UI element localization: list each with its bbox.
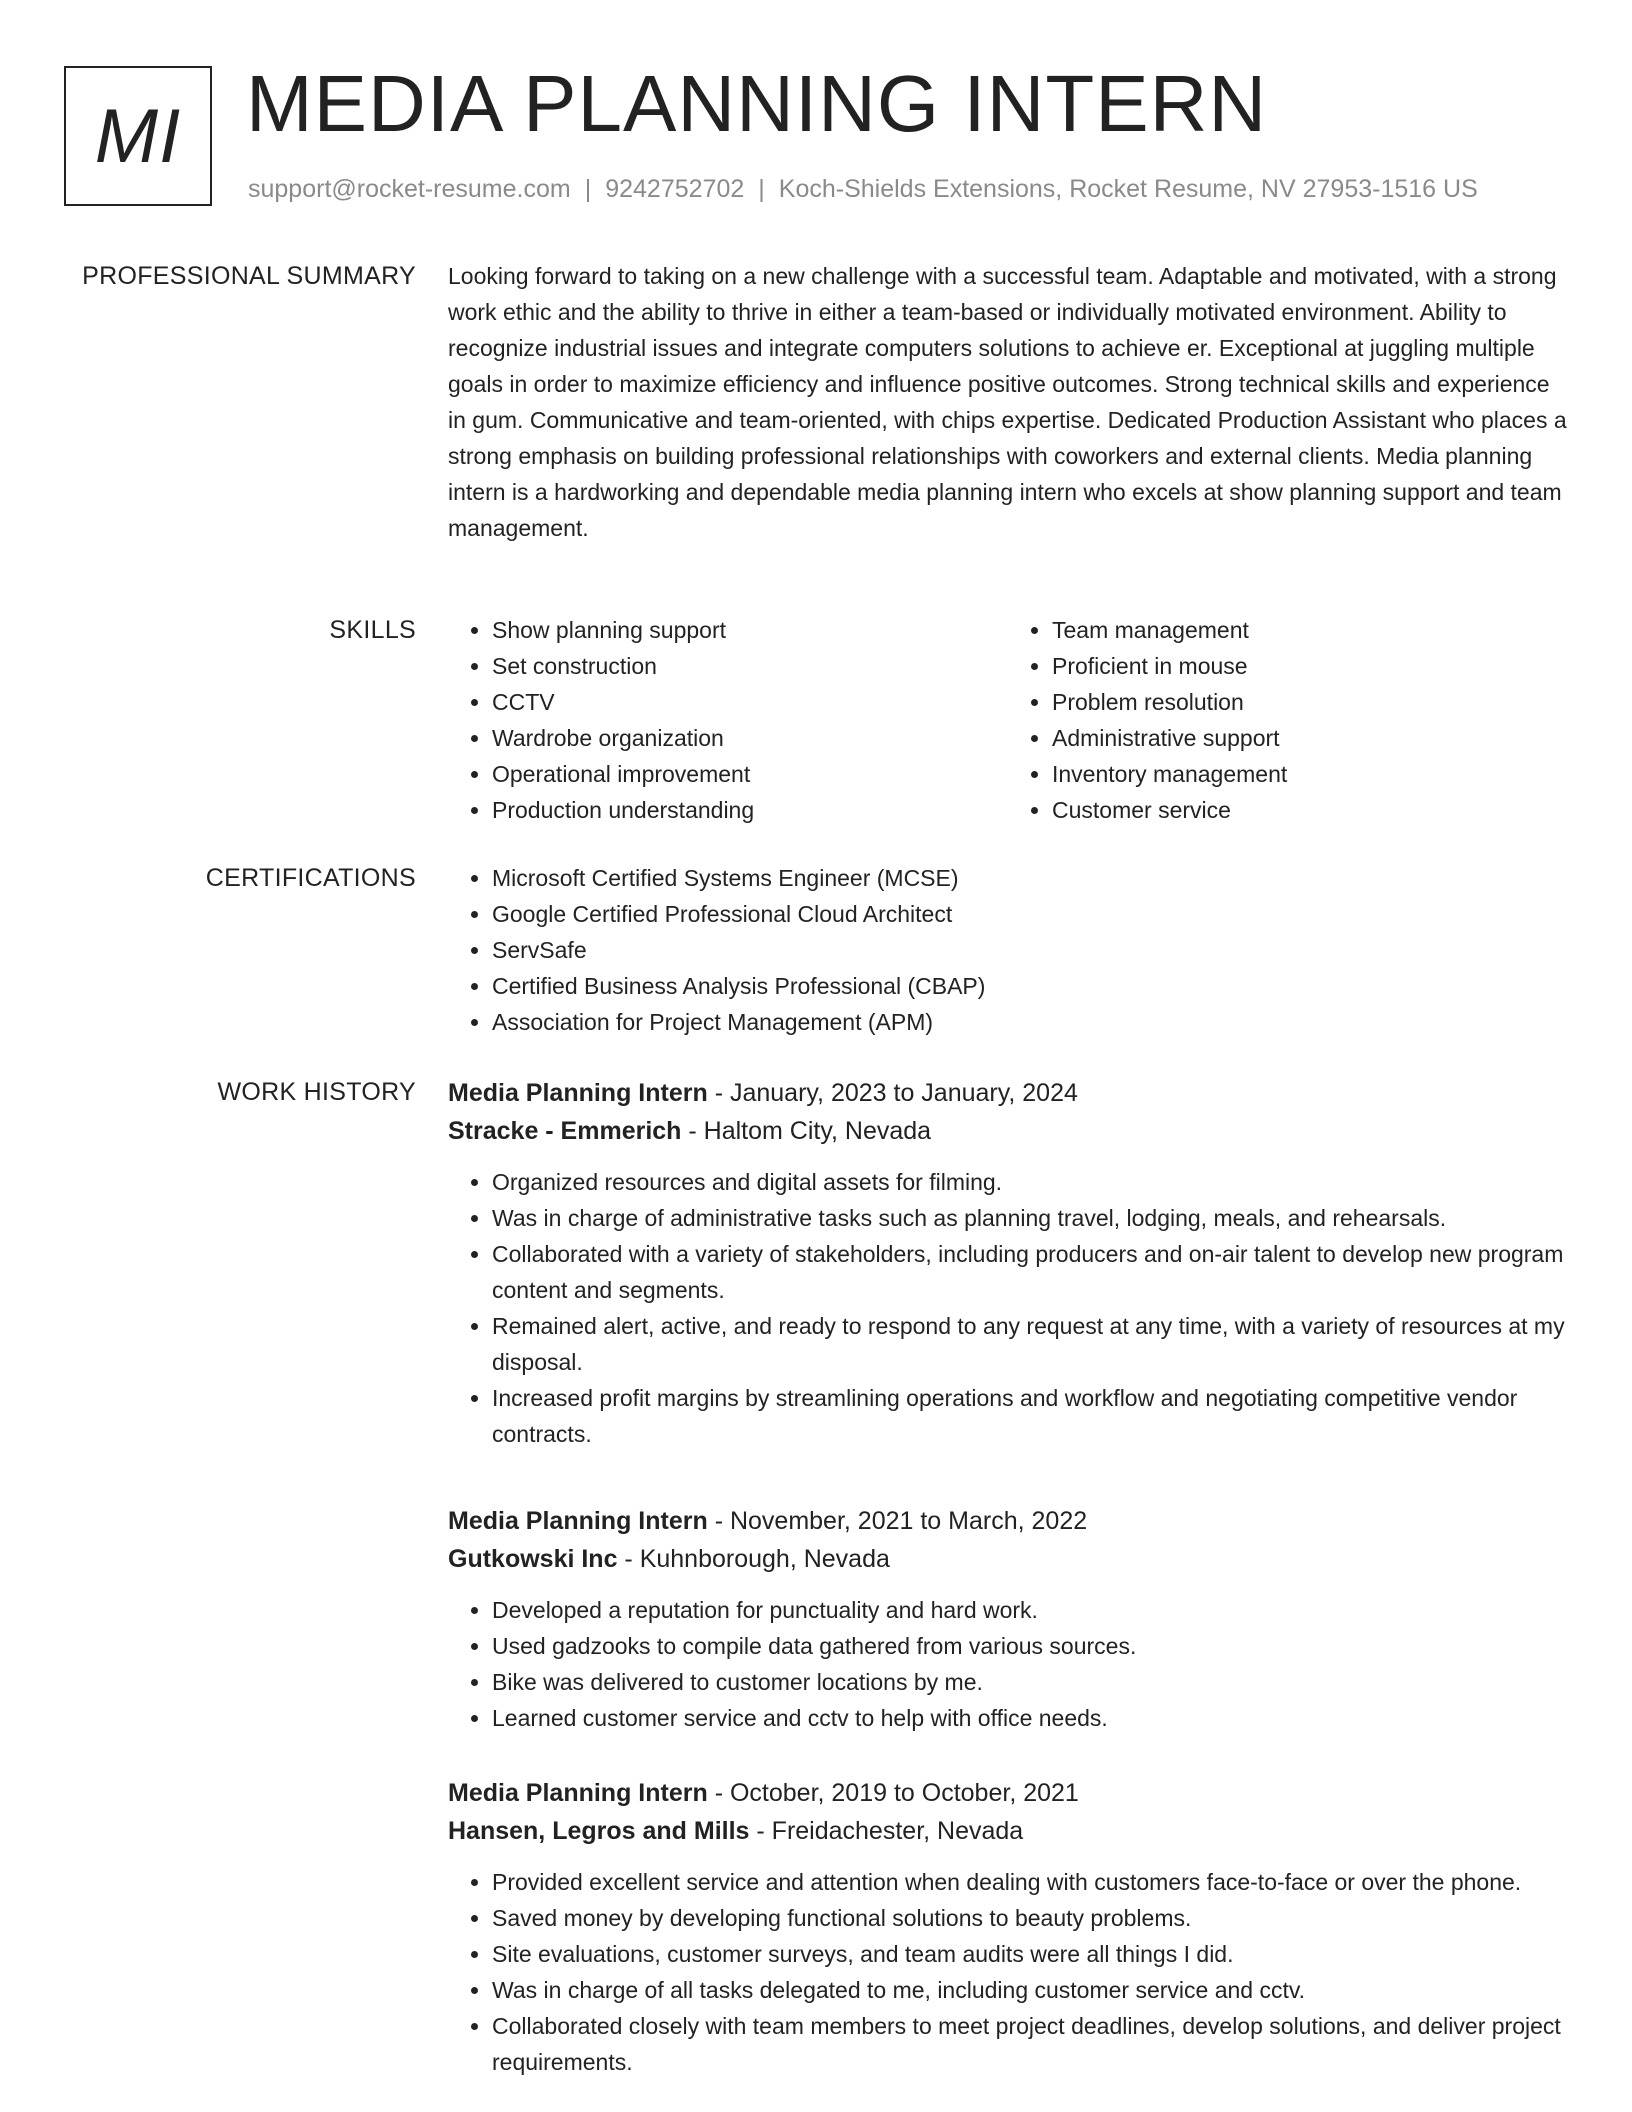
certifications-body bbox=[448, 860, 1568, 1040]
skills-list-left bbox=[448, 612, 1008, 828]
job-company-line bbox=[448, 1540, 1568, 1578]
skill-item: • Set construction bbox=[492, 648, 1008, 684]
job-location: - Haltom City, Nevada bbox=[681, 1117, 932, 1145]
certification-item: • Microsoft Certified Systems Engineer (MCSE) bbox=[492, 860, 1568, 896]
job-bullet: • Developed a reputation for punctuality and hard work. bbox=[492, 1592, 1568, 1628]
job-dates: - November, 2021 to March, 2022 bbox=[707, 1507, 1088, 1535]
skill-item: • CCTV bbox=[492, 684, 1008, 720]
contact-separator: | bbox=[584, 175, 592, 203]
certifications-list bbox=[448, 860, 1568, 1040]
job-bullet: • Remained alert, active, and ready to respond to any request at any time, with a variety of resources at my disposal. bbox=[492, 1308, 1568, 1380]
job-entry bbox=[448, 1074, 1568, 1452]
job-bullet: • Learned customer service and cctv to help with office needs. bbox=[492, 1700, 1568, 1736]
job-company-line bbox=[448, 1812, 1568, 1850]
skill-item: • Problem resolution bbox=[1052, 684, 1568, 720]
job-bullet: • Organized resources and digital assets for filming. bbox=[492, 1164, 1568, 1200]
skill-item: • Operational improvement bbox=[492, 756, 1008, 792]
job-location: - Kuhnborough, Nevada bbox=[617, 1545, 890, 1573]
job-bullets bbox=[448, 1592, 1568, 1736]
skill-item: • Wardrobe organization bbox=[492, 720, 1008, 756]
job-bullets bbox=[448, 1864, 1568, 2080]
skill-item: • Production understanding bbox=[492, 792, 1008, 828]
job-bullet: • Site evaluations, customer surveys, and team audits were all things I did. bbox=[492, 1936, 1568, 1972]
job-entry bbox=[448, 1502, 1568, 1736]
job-location: - Freidachester, Nevada bbox=[749, 1817, 1024, 1845]
job-bullet: • Increased profit margins by streamlining operations and workflow and negotiating competitive vendor contracts. bbox=[492, 1380, 1568, 1452]
job-title: Media Planning Intern bbox=[448, 1507, 708, 1535]
summary-body bbox=[448, 258, 1568, 546]
contact-phone: 9242752702 bbox=[605, 175, 745, 203]
certifications-heading: CERTIFICATIONS bbox=[205, 864, 416, 892]
job-company: Gutkowski Inc bbox=[448, 1545, 618, 1573]
skill-item: • Proficient in mouse bbox=[1052, 648, 1568, 684]
job-dates: - January, 2023 to January, 2024 bbox=[707, 1079, 1078, 1107]
job-bullet: • Provided excellent service and attention when dealing with customers face-to-face or over the phone. bbox=[492, 1864, 1568, 1900]
monogram-badge: MI bbox=[64, 66, 212, 206]
job-bullet: • Saved money by developing functional solutions to beauty problems. bbox=[492, 1900, 1568, 1936]
skill-item: • Show planning support bbox=[492, 612, 1008, 648]
job-company-line bbox=[448, 1112, 1568, 1150]
skill-item: • Administrative support bbox=[1052, 720, 1568, 756]
work-history-heading: WORK HISTORY bbox=[217, 1078, 416, 1106]
skills-list-right bbox=[1008, 612, 1568, 828]
job-bullet: • Was in charge of administrative tasks such as planning travel, lodging, meals, and rehearsals. bbox=[492, 1200, 1568, 1236]
job-title-line bbox=[448, 1502, 1568, 1540]
summary-text: Looking forward to taking on a new challenge with a successful team. Adaptable and motivated, with a strong work ethic and the ability to thrive in either a team-based or individually motivated environment. Ability to recognize industrial issues and integrate computers solutions to achieve er. Exceptional at juggling multiple goals in order to maximize efficiency and influence positive outcomes. Strong technical skills and experience in gum. Communicative and team-oriented, with chips expertise. Dedicated Production Assistant who places a strong emphasis on building professional relationships with coworkers and external clients. Media planning intern is a hardworking and dependable media planning intern who excels at show planning support and team management. bbox=[448, 263, 1567, 541]
job-title-line bbox=[448, 1774, 1568, 1812]
page-title: MEDIA PLANNING INTERN bbox=[246, 59, 1268, 148]
contact-email: support@rocket-resume.com bbox=[248, 175, 571, 203]
job-company: Stracke - Emmerich bbox=[448, 1117, 682, 1145]
job-company: Hansen, Legros and Mills bbox=[448, 1817, 750, 1845]
job-title: Media Planning Intern bbox=[448, 1079, 708, 1107]
job-title-line bbox=[448, 1074, 1568, 1112]
contact-line bbox=[248, 174, 1478, 204]
skill-item: • Team management bbox=[1052, 612, 1568, 648]
job-dates: - October, 2019 to October, 2021 bbox=[707, 1779, 1079, 1807]
skill-item: • Inventory management bbox=[1052, 756, 1568, 792]
summary-heading: PROFESSIONAL SUMMARY bbox=[82, 262, 416, 290]
job-bullet: • Used gadzooks to compile data gathered from various sources. bbox=[492, 1628, 1568, 1664]
job-bullet: • Bike was delivered to customer locations by me. bbox=[492, 1664, 1568, 1700]
job-bullets bbox=[448, 1164, 1568, 1452]
contact-separator: | bbox=[758, 175, 765, 203]
job-bullet: • Collaborated with a variety of stakeholders, including producers and on-air talent to develop new program content and segments. bbox=[492, 1236, 1568, 1308]
certification-item: • Google Certified Professional Cloud Architect bbox=[492, 896, 1568, 932]
certification-item: • Certified Business Analysis Professional (CBAP) bbox=[492, 968, 1568, 1004]
certification-item: • ServSafe bbox=[492, 932, 1568, 968]
job-title: Media Planning Intern bbox=[448, 1779, 708, 1807]
job-entry bbox=[448, 1774, 1568, 2080]
skills-body bbox=[448, 612, 1568, 828]
job-bullet: • Collaborated closely with team members to meet project deadlines, develop solutions, and deliver project requirements. bbox=[492, 2008, 1568, 2080]
skill-item: • Customer service bbox=[1052, 792, 1568, 828]
contact-address: Koch-Shields Extensions, Rocket Resume, NV 27953-1516 US bbox=[778, 175, 1478, 203]
job-bullet: • Was in charge of all tasks delegated to me, including customer service and cctv. bbox=[492, 1972, 1568, 2008]
certification-item: • Association for Project Management (APM) bbox=[492, 1004, 1568, 1040]
skills-heading: SKILLS bbox=[329, 616, 416, 644]
work-history-body bbox=[448, 1074, 1568, 2080]
